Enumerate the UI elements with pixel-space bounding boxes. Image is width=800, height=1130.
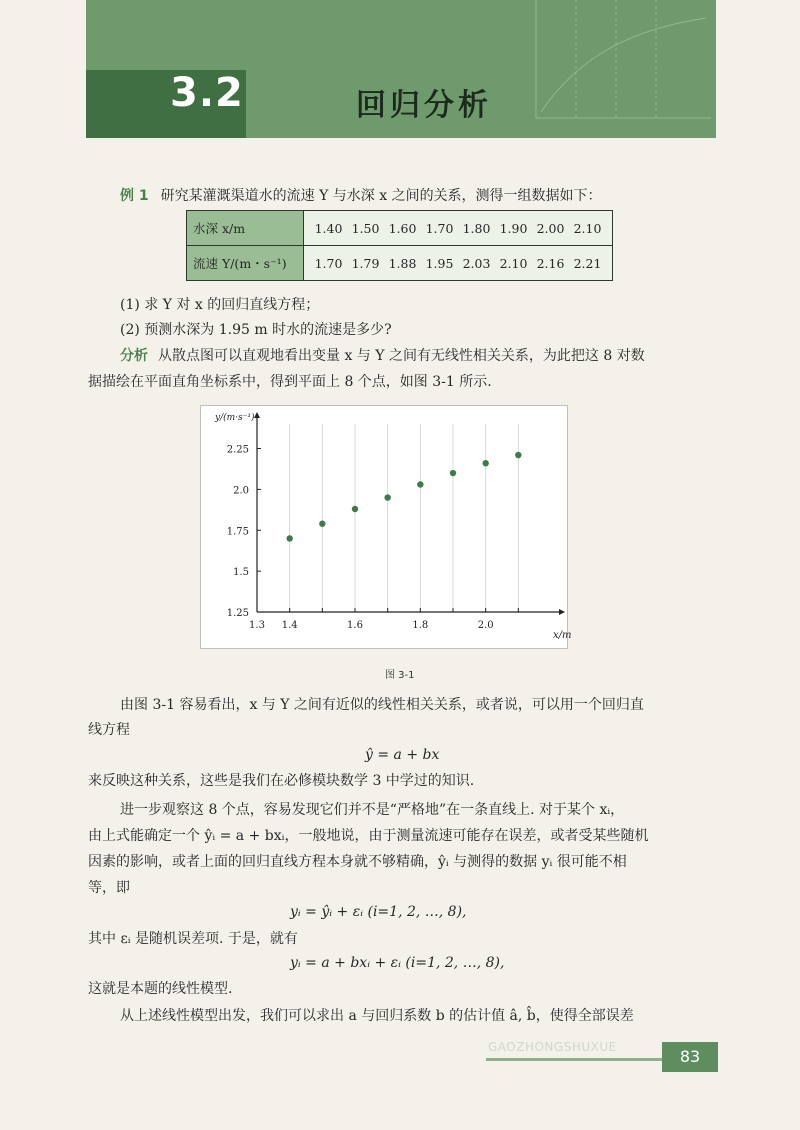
x-tick-label: 1.6 [347, 620, 363, 631]
table-row [187, 246, 613, 281]
scatter-chart [200, 405, 572, 649]
section-header [86, 0, 716, 138]
table-cell: 1.80 [462, 220, 491, 236]
body-p3-line1: 进一步观察这 8 个点，容易发现它们并不是“严格地”在一条直线上. 对于某个 xᵢ， [120, 802, 625, 818]
body-p3-line4: 等，即 [88, 880, 130, 896]
section-number: 3.2 [170, 70, 244, 116]
footer-series: GAOZHONGSHUXUE [488, 1040, 617, 1054]
row2-values [304, 246, 613, 281]
question-1: (1) 求 Y 对 x 的回归直线方程； [120, 297, 320, 313]
body-p1-line1: 由图 3-1 容易看出，x 与 Y 之间有近似的线性相关关系，或者说，可以用一个回归直 [120, 697, 644, 713]
x-tick-label: 1.3 [249, 620, 265, 631]
data-point [352, 506, 358, 512]
analysis-line-1 [120, 346, 645, 366]
question-2: (2) 预测水深为 1.95 m 时水的流速是多少? [120, 322, 392, 338]
x-tick-label: 1.8 [412, 620, 429, 631]
body-p3-line2: 由上式能确定一个 ŷᵢ = a + bxᵢ，一般地说，由于测量流速可能存在误差，或者受某些随机 [88, 828, 649, 844]
x-axis-label: x/m [553, 630, 572, 641]
data-point [319, 521, 325, 527]
y-tick-label: 2.25 [226, 444, 249, 456]
y-tick-label: 1.25 [226, 608, 249, 619]
y-tick-label: 1.5 [233, 567, 249, 579]
example-line [120, 186, 602, 206]
data-point [482, 460, 488, 466]
table-cell: 2.21 [573, 255, 602, 271]
data-point [450, 470, 456, 476]
body-p3-line3: 因素的影响，或者上面的回归直线方程本身就不够精确，ŷᵢ 与测得的数据 yᵢ 很可能不相 [88, 854, 627, 870]
y-axis-arrow [254, 412, 260, 418]
equation-2: yᵢ = ŷᵢ + εᵢ (i=1, 2, …, 8), [290, 904, 467, 920]
figure-caption: 图 3-1 [385, 670, 415, 681]
table-cell: 2.10 [573, 220, 602, 236]
table-cell: 1.95 [425, 255, 454, 271]
y-tick-label: 1.75 [226, 526, 249, 538]
data-point [384, 494, 390, 500]
body-p5: 这就是本题的线性模型. [88, 981, 233, 997]
page-number-box [662, 1042, 718, 1072]
row1-header: 水深 x/m [187, 211, 304, 246]
table-cell: 1.90 [499, 220, 528, 236]
equation-3: yᵢ = a + bxᵢ + εᵢ (i=1, 2, …, 8), [290, 955, 505, 971]
body-p1-line2: 线方程 [88, 722, 130, 738]
analysis-label: 分析 [120, 348, 148, 364]
page-number: 83 [679, 1047, 701, 1066]
data-point [417, 481, 423, 487]
table-cell: 2.16 [536, 255, 565, 271]
table-cell: 1.88 [388, 255, 417, 271]
example-text: 研究某灌溉渠道水的流速 Y 与水深 x 之间的关系，测得一组数据如下： [160, 188, 602, 204]
table-cell: 1.70 [425, 220, 454, 236]
row2-header: 流速 Y/(m・s⁻¹) [187, 246, 304, 281]
table-cell: 1.40 [314, 220, 343, 236]
chart-svg [201, 406, 572, 648]
y-axis-label: y/(m·s⁻¹) [215, 413, 255, 423]
body-p2: 来反映这种关系，这些是我们在必修模块数学 3 中学过的知识. [88, 773, 475, 789]
body-p4: 其中 εᵢ 是随机误差项. 于是，就有 [88, 931, 298, 947]
table-row [187, 211, 613, 246]
table-cell: 1.50 [351, 220, 380, 236]
table-cell: 1.79 [351, 255, 380, 271]
y-tick-label: 2.0 [233, 485, 249, 497]
equation-1: ŷ = a + bx [365, 747, 440, 763]
row1-values [304, 211, 613, 246]
table-cell: 2.10 [499, 255, 528, 271]
table-cell: 2.03 [462, 255, 491, 271]
header-decoration-curve [516, 0, 716, 138]
data-point [286, 535, 292, 541]
example-label: 例 1 [120, 188, 149, 204]
table-cell: 1.70 [314, 255, 343, 271]
data-table [186, 210, 613, 281]
analysis-text-1: 从散点图可以直观地看出变量 x 与 Y 之间有无线性相关关系，为此把这 8 对数 [158, 348, 645, 364]
x-tick-label: 1.4 [281, 620, 298, 631]
body-p6: 从上述线性模型出发，我们可以求出 a 与回归系数 b 的估计值 â, b̂，使得全部误差 [120, 1008, 634, 1024]
table-cell: 2.00 [536, 220, 565, 236]
x-tick-label: 2.0 [477, 620, 494, 631]
analysis-line-2: 据描绘在平面直角坐标系中，得到平面上 8 个点，如图 3-1 所示. [88, 374, 492, 390]
x-axis-arrow [559, 609, 565, 615]
data-point [515, 452, 521, 458]
section-title: 回归分析 [356, 88, 492, 123]
table-cell: 1.60 [388, 220, 417, 236]
